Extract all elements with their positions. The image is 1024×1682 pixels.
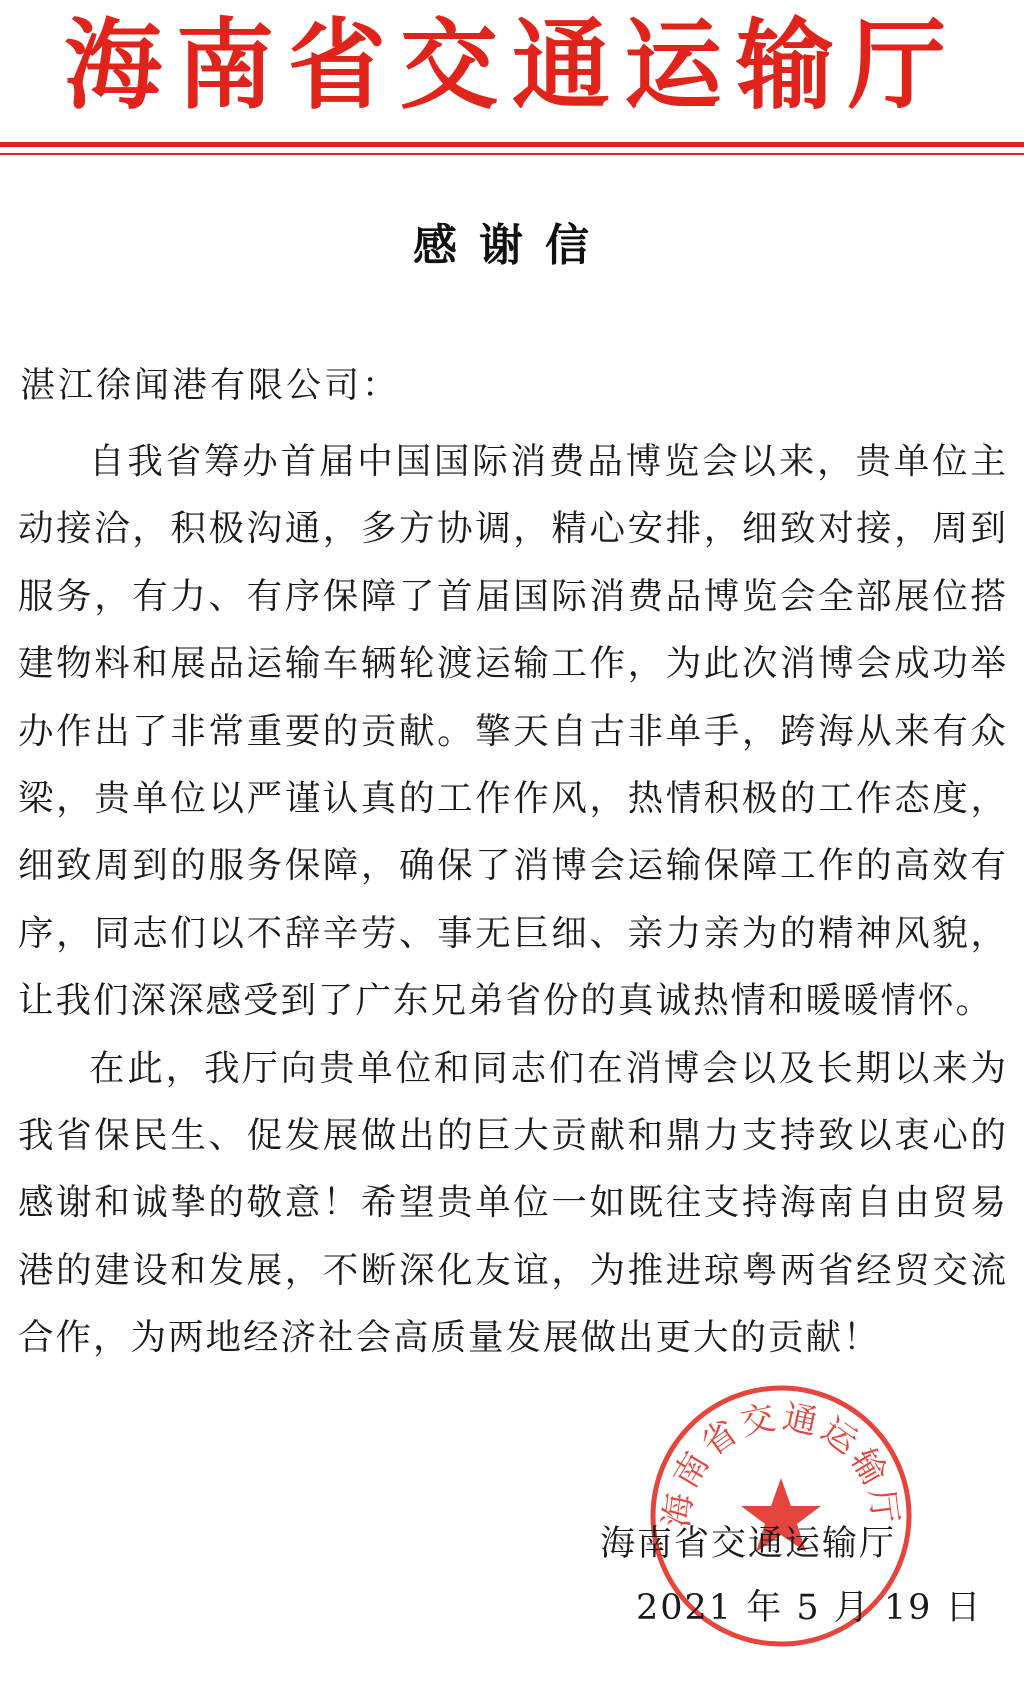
letterhead	[0, 0, 1024, 150]
document-title: 感谢信	[413, 220, 611, 271]
body-paragraph-1: 自我省筹办首届中国国际消费品博览会以来，贵单位主动接洽，积极沟通，多方协调，精心安排，细致对接，周到服务，有力、有序保障了首届国际消费品博览会全部展位搭建物料和展品运输车辆轮渡运输工作，为此次消博会成功举办作出了非常重要的贡献。擎天自古非单手，跨海从来有众梁，贵单位以严谨认真的工作作风，热情积极的工作态度，细致周到的服务保障，确保了消博会运输保障工作的高效有序，同志们以不辞辛劳、事无巨细、亲力亲为的精神风貌，让我们深深感受到了广东兄弟省份的真诚热情和暖暖情怀。	[18, 441, 1008, 1022]
signature-block	[600, 1512, 983, 1640]
letterhead-rule-thick	[0, 142, 1024, 147]
signature-date: 2021 年 5 月 19 日	[636, 1588, 983, 1628]
body-paragraph-2: 在此，我厅向贵单位和同志们在消博会以及长期以来为我省保民生、促发展做出的巨大贡献和鼎力支持致以衷心的感谢和诚挚的敬意！希望贵单位一如既往支持海南自由贸易港的建设和发展，不断深化友谊，为推进琼粤两省经贸交流合作，为两地经济社会高质量发展做出更大的贡献！	[18, 1047, 1008, 1359]
letterhead-rule-thin	[0, 153, 1024, 155]
letter-body	[18, 428, 1008, 1372]
signature-organization: 海南省交通运输厅	[600, 1524, 897, 1564]
salutation: 湛江徐闻港有限公司：	[20, 366, 401, 406]
letterhead-organization: 海南省交通运输厅	[63, 9, 960, 123]
seal-lettering: 海南省交通运输厅	[656, 1396, 906, 1530]
